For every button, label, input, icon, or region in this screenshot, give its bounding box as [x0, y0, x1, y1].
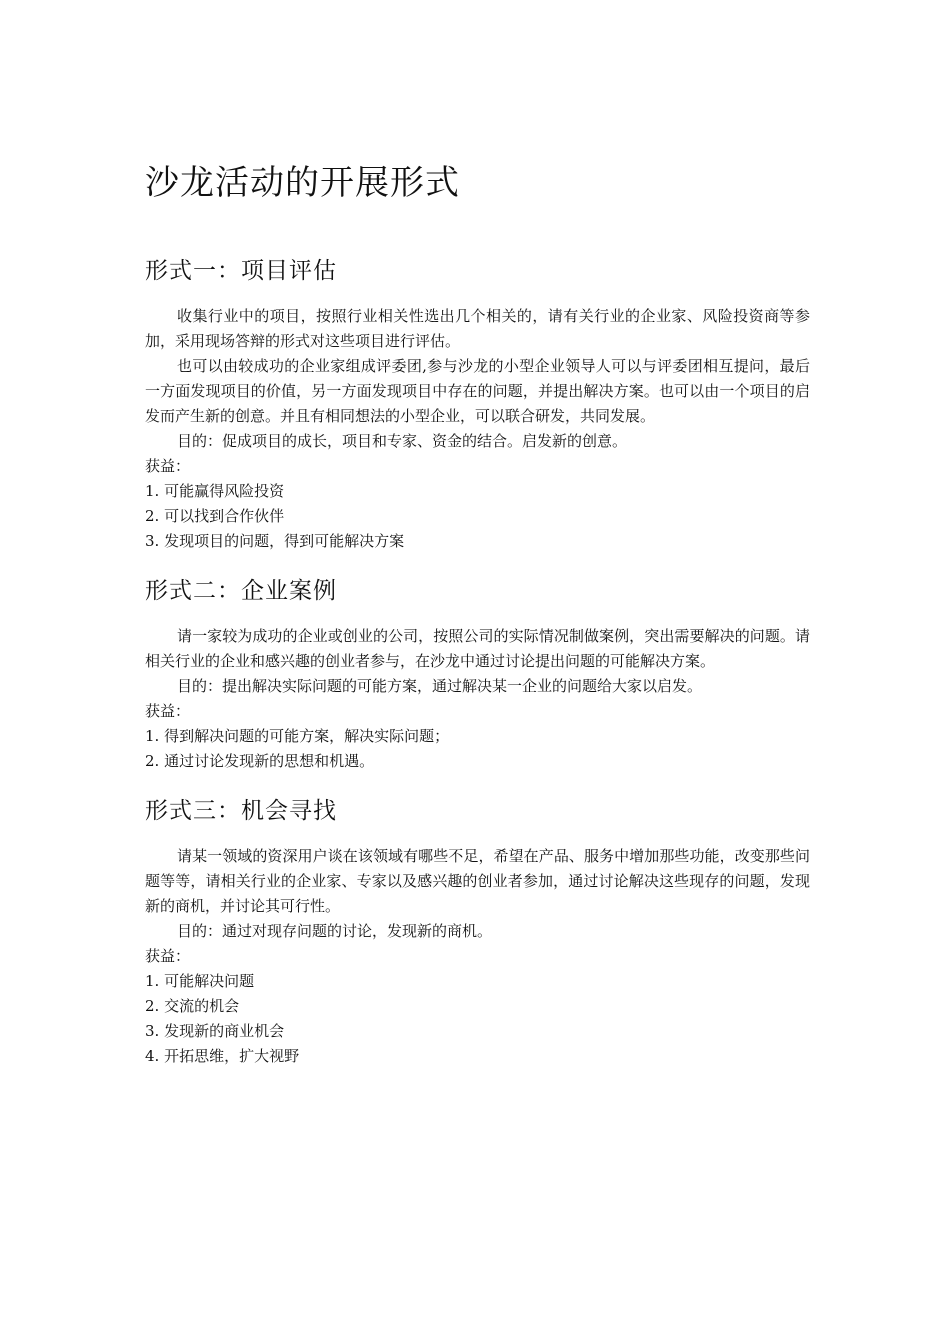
purpose-text: 目的：提出解决实际问题的可能方案，通过解决某一企业的问题给大家以启发。 — [177, 677, 703, 695]
document-page — [145, 160, 810, 1069]
paragraph: 也可以由较成功的企业家组成评委团,参与沙龙的小型企业领导人可以与评委团相互提问，最后一方面发现项目的价值，另一方面发现项目中存在的问题，并提出解决方案。也可以由一个项目的启发而产生新的创意。并且有相同想法的小型企业，可以联合研发，共同发展。 — [145, 357, 810, 425]
section-project-evaluation — [145, 254, 810, 554]
purpose-text: 目的：通过对现存问题的讨论，发现新的商机。 — [177, 922, 493, 940]
benefit-item: 2. 可以找到合作伙伴 — [145, 507, 285, 525]
benefit-item: 1. 可能解决问题 — [145, 972, 255, 990]
benefit-label: 获益： — [145, 947, 191, 965]
document-title: 沙龙活动的开展形式 — [145, 163, 460, 203]
section-company-case — [145, 574, 810, 774]
section-heading: 形式二：企业案例 — [145, 578, 337, 604]
paragraph: 请一家较为成功的企业或创业的公司，按照公司的实际情况制做案例，突出需要解决的问题。请相关行业的企业和感兴趣的创业者参与，在沙龙中通过讨论提出问题的可能解决方案。 — [145, 627, 810, 670]
benefit-label: 获益： — [145, 702, 191, 720]
benefit-item: 3. 发现项目的问题，得到可能解决方案 — [145, 532, 405, 550]
benefit-item: 1. 可能赢得风险投资 — [145, 482, 285, 500]
paragraph: 请某一领域的资深用户谈在该领域有哪些不足，希望在产品、服务中增加那些功能，改变那些问题等等，请相关行业的企业家、专家以及感兴趣的创业者参加，通过讨论解决这些现存的问题，发现新的商机，并讨论其可行性。 — [145, 847, 810, 915]
paragraph: 收集行业中的项目，按照行业相关性选出几个相关的，请有关行业的企业家、风险投资商等参加，采用现场答辩的形式对这些项目进行评估。 — [145, 307, 810, 350]
benefit-item: 3. 发现新的商业机会 — [145, 1022, 285, 1040]
benefit-item: 1. 得到解决问题的可能方案，解决实际问题； — [145, 727, 450, 745]
benefit-item: 4. 开拓思维，扩大视野 — [145, 1047, 300, 1065]
purpose-text: 目的：促成项目的成长，项目和专家、资金的结合。启发新的创意。 — [177, 432, 628, 450]
benefit-item: 2. 通过讨论发现新的思想和机遇。 — [145, 752, 375, 770]
section-opportunity-search — [145, 794, 810, 1069]
section-heading: 形式三：机会寻找 — [145, 798, 337, 824]
benefit-list — [145, 969, 810, 1069]
benefit-label: 获益： — [145, 457, 191, 475]
section-heading: 形式一：项目评估 — [145, 258, 337, 284]
benefit-list — [145, 479, 810, 554]
benefit-item: 2. 交流的机会 — [145, 997, 240, 1015]
benefit-list — [145, 724, 810, 774]
